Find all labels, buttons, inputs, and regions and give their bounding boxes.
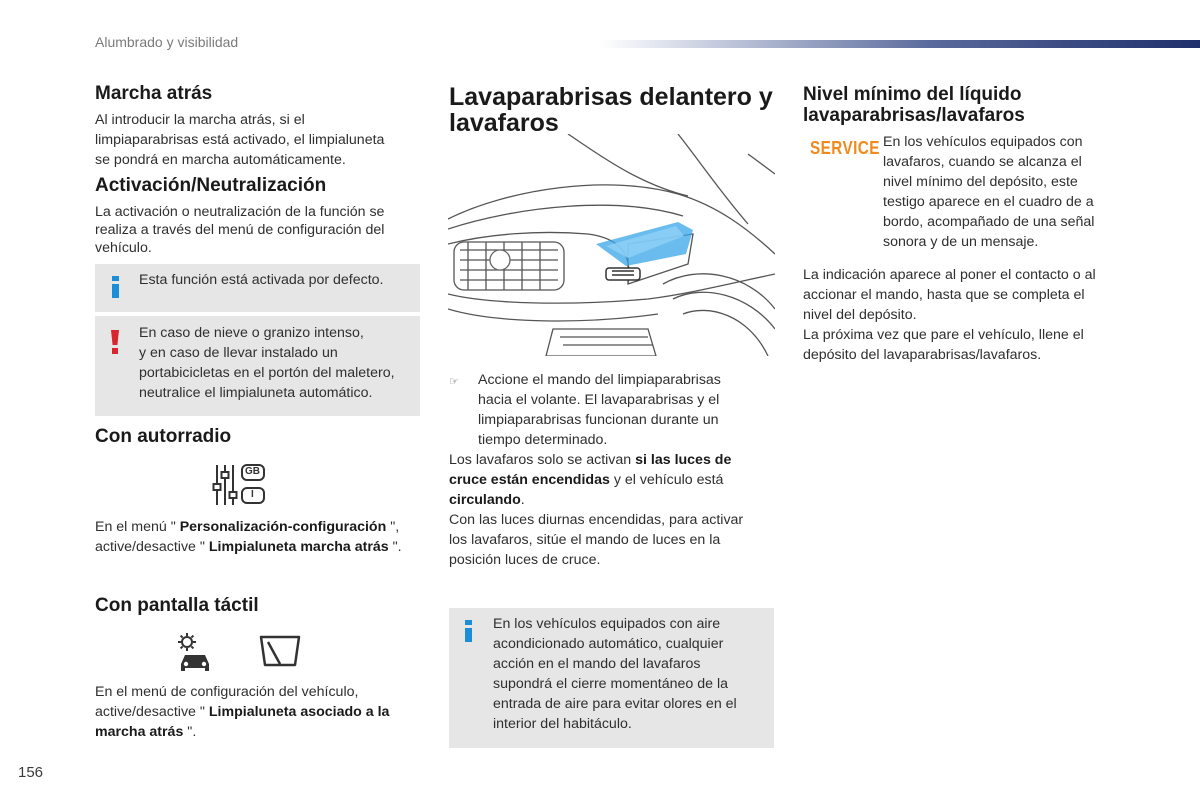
paragraph-marcha-atras: Al introducir la marcha atrás, si el limpiaparabrisas está activado, el limpialuneta se pondrá en marcha automáticamente. [95, 112, 385, 168]
service-warning-icon: SERVICE [810, 138, 880, 158]
warning-icon [111, 330, 119, 354]
info-note-air-text: En los vehículos equipados con aire acondicionado automático, cualquier acción en el mando del lavafaros supondrá el cierre momentáneo de la entrada de aire para evitar olores en el interior del habitáculo. [493, 616, 737, 732]
paragraph-pantalla-tactil: En el menú de configuración del vehículo, active/desactive " Limpialuneta asociado a la marcha atrás ". [95, 684, 390, 740]
info-icon [112, 276, 119, 298]
page-number: 156 [18, 764, 44, 781]
heading-activacion: Activación/Neutralización [95, 175, 327, 196]
car-headlamp-washer-illustration [448, 134, 775, 356]
rear-wiper-icon [258, 634, 302, 668]
heading-marcha-atras: Marcha atrás [95, 83, 213, 104]
radio-settings-icon [212, 462, 268, 508]
radio-icon-label-bottom: I [251, 489, 254, 500]
heading-lavaparabrisas: Lavaparabrisas delantero y lavafaros [449, 83, 773, 137]
info-note-box-air [449, 608, 774, 748]
paragraph-lavafaros: Los lavafaros solo se activan si las luces de cruce están encendidas y el vehículo está circulando. Con las luces diurnas encendidas, para activar los lavafaros, sitúe el mando de luces en la posición luces de cruce. [449, 452, 744, 568]
heading-pantalla-tactil: Con pantalla táctil [95, 595, 259, 616]
header-gradient-bar [600, 40, 1200, 48]
paragraph-deposito: La indicación aparece al poner el contacto o al accionar el mando, hasta que se completa el nivel del depósito. La próxima vez que pare el vehículo, llene el depósito del lavaparabrisas/lavafaros. [803, 267, 1096, 363]
info-note-text: Esta función está activada por defecto. [139, 272, 384, 288]
heading-nivel-minimo: Nivel mínimo del líquido lavaparabrisas/lavafaros [803, 84, 1025, 126]
bullet-hand-icon: ☞ [449, 376, 459, 388]
warning-note-text: En caso de nieve o granizo intenso, y en caso de llevar instalado un portabicicletas en el portón del maletero, neutralice el limpialuneta automático. [139, 325, 395, 401]
bullet-instruction: ☞ Accione el mando del limpiaparabrisas hacia el volante. El lavaparabrisas y el limpiaparabrisas funcionan durante un tiempo determinado. [449, 372, 721, 448]
warning-note-box [95, 316, 420, 416]
info-icon [465, 620, 472, 642]
paragraph-activacion: La activación o neutralización de la función se realiza a través del menú de configuración del vehículo. [95, 204, 385, 256]
info-note-box [95, 264, 420, 312]
heading-autorradio: Con autorradio [95, 426, 232, 447]
section-label: Alumbrado y visibilidad [95, 34, 239, 50]
paragraph-service: En los vehículos equipados con lavafaros, cuando se alcanza el nivel mínimo del depósito, este testigo aparece en el cuadro de a bordo, acompañado de una señal sonora y de un mensaje. [883, 134, 1095, 250]
car-settings-icon [175, 632, 217, 674]
paragraph-autorradio: En el menú " Personalización-configuración ", active/desactive " Limpialuneta marcha atrás ". [95, 519, 402, 555]
radio-icon-label-top: GB [245, 466, 260, 477]
